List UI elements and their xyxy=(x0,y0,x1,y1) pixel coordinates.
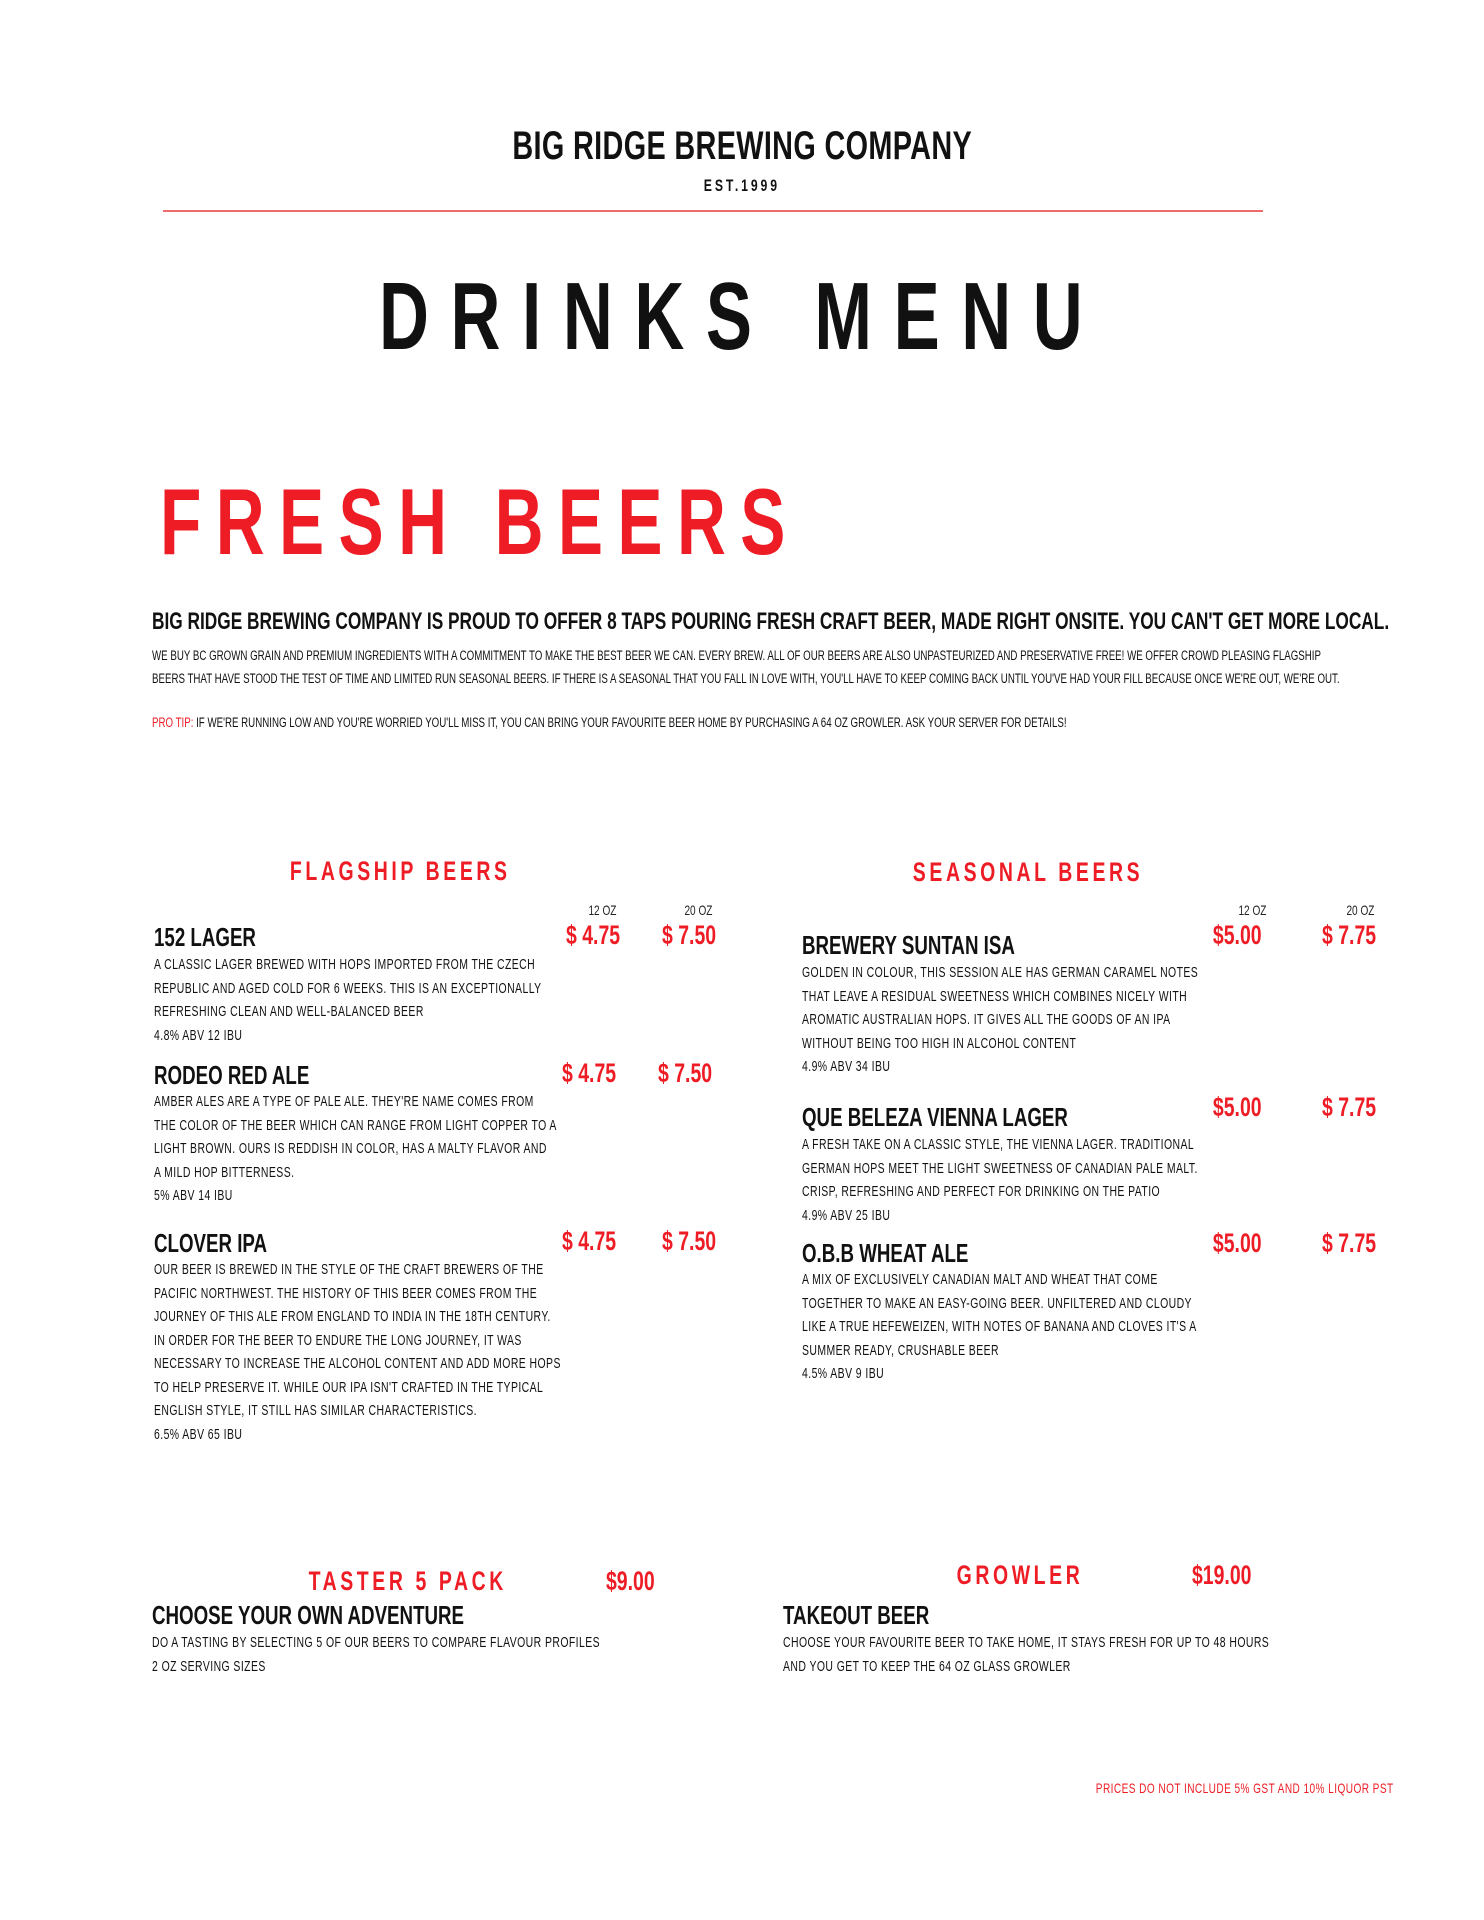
seasonal-size-20: 20 OZ xyxy=(1345,902,1375,918)
price-20oz: $ 7.75 xyxy=(1321,1092,1376,1122)
growler-price: $19.00 xyxy=(1192,1560,1252,1590)
page-title: DRINKS MENU xyxy=(379,263,1105,370)
intro-heading: BIG RIDGE BREWING COMPANY IS PROUD TO OFFER 8 TAPS POURING FRESH CRAFT BEER, MADE RIGHT ONSITE. YOU CAN'T GET MORE LOCAL. xyxy=(152,608,1390,635)
price-12oz: $5.00 xyxy=(1213,1228,1262,1258)
beer-name: QUE BELEZA VIENNA LAGER xyxy=(802,1102,1068,1132)
flagship-title: FLAGSHIP BEERS xyxy=(289,856,511,886)
beer-description: GOLDEN IN COLOUR, THIS SESSION ALE HAS GERMAN CARAMEL NOTES THAT LEAVE A RESIDUAL SWEETNESS WHICH COMBINES NICELY WITH AROMATIC AUSTRALIAN HOPS. IT GIVES ALL THE GOODS OF AN IPA WITHOUT BEING TOO HIGH IN ALCOHOL CONTENT 4.9% ABV 34 IBU xyxy=(802,965,1199,1075)
beer-description: A FRESH TAKE ON A CLASSIC STYLE, THE VIENNA LAGER. TRADITIONAL GERMAN HOPS MEET THE LIGHT SWEETNESS OF CANADIAN PALE MALT. CRISP, REFRESHING AND PERFECT FOR DRINKING ON THE PATIO 4.9% ABV 25 IBU xyxy=(802,1137,1198,1224)
taster-description: DO A TASTING BY SELECTING 5 OF OUR BEERS TO COMPARE FLAVOUR PROFILES 2 OZ SERVING SIZES xyxy=(152,1635,601,1675)
brand-name: BIG RIDGE BREWING COMPANY xyxy=(512,124,972,168)
beer-name: 152 LAGER xyxy=(154,922,256,952)
header-divider xyxy=(163,210,1263,212)
seasonal-size-12: 12 OZ xyxy=(1237,902,1267,918)
price-12oz: $5.00 xyxy=(1213,920,1262,950)
price-20oz: $ 7.75 xyxy=(1321,1228,1376,1258)
price-20oz: $ 7.50 xyxy=(661,920,716,950)
flagship-size-20: 20 OZ xyxy=(683,902,713,918)
price-12oz: $ 4.75 xyxy=(565,920,620,950)
section-title-fresh-beers: FRESH BEERS xyxy=(160,469,800,574)
pro-tip-text: IF WE'RE RUNNING LOW AND YOU'RE WORRIED YOU'LL MISS IT, YOU CAN BRING YOUR FAVOURITE BEER HOME BY PURCHASING A 64 OZ GROWLER. ASK YOUR SERVER FOR DETAILS! xyxy=(193,715,1067,730)
price-20oz: $ 7.50 xyxy=(657,1058,712,1088)
growler-description: CHOOSE YOUR FAVOURITE BEER TO TAKE HOME, IT STAYS FRESH FOR UP TO 48 HOURS AND YOU GET TO KEEP THE 64 OZ GLASS GROWLER xyxy=(783,1635,1270,1675)
tax-note: PRICES DO NOT INCLUDE 5% GST AND 10% LIQUOR PST xyxy=(1096,1780,1394,1796)
brand-established: EST.1999 xyxy=(703,176,781,195)
intro-line: BEERS THAT HAVE STOOD THE TEST OF TIME AND LIMITED RUN SEASONAL BEERS. IF THERE IS A SEASONAL THAT YOU FALL IN LOVE WITH, YOU'LL HAVE TO KEEP COMING BACK UNTIL YOU'VE HAD YOUR FILL BECAUSE ONCE WE'RE OUT, WE'RE OUT. xyxy=(152,671,1340,686)
seasonal-title: SEASONAL BEERS xyxy=(912,857,1144,887)
price-20oz: $ 7.75 xyxy=(1321,920,1376,950)
price-20oz: $ 7.50 xyxy=(661,1226,716,1256)
beer-name: CLOVER IPA xyxy=(154,1228,268,1258)
beer-name: BREWERY SUNTAN ISA xyxy=(802,930,1015,960)
beer-description: OUR BEER IS BREWED IN THE STYLE OF THE CRAFT BREWERS OF THE PACIFIC NORTHWEST. THE HISTORY OF THIS BEER COMES FROM THE JOURNEY OF THIS ALE FROM ENGLAND TO INDIA IN THE 18TH CENTURY. IN ORDER FOR THE BEER TO ENDURE THE LONG JOURNEY, IT WAS NECESSARY TO INCREASE THE ALCOHOL CONTENT AND ADD MORE HOPS TO HELP PRESERVE IT. WHILE OUR IPA ISN'T CRAFTED IN THE TYPICAL ENGLISH STYLE, IT STILL HAS SIMILAR CHARACTERISTICS. 6.5% ABV 65 IBU xyxy=(154,1262,561,1443)
price-12oz: $ 4.75 xyxy=(561,1226,616,1256)
beer-description: AMBER ALES ARE A TYPE OF PALE ALE. THEY'RE NAME COMES FROM THE COLOR OF THE BEER WHICH CAN RANGE FROM LIGHT COPPER TO A LIGHT BROWN. OURS IS REDDISH IN COLOR, HAS A MALTY FLAVOR AND A MILD HOP BITTERNESS. 5% ABV 14 IBU xyxy=(154,1094,557,1204)
taster-price: $9.00 xyxy=(606,1566,655,1596)
taster-name: CHOOSE YOUR OWN ADVENTURE xyxy=(152,1600,465,1630)
pro-tip-label: PRO TIP: xyxy=(152,715,194,730)
beer-description: A MIX OF EXCLUSIVELY CANADIAN MALT AND WHEAT THAT COME TOGETHER TO MAKE AN EASY-GOING BEER. UNFILTERED AND CLOUDY LIKE A TRUE HEFEWEIZEN, WITH NOTES OF BANANA AND CLOVES IT'S A SUMMER READY, CRUSHABLE BEER 4.5% ABV 9 IBU xyxy=(802,1272,1197,1382)
beer-description: A CLASSIC LAGER BREWED WITH HOPS IMPORTED FROM THE CZECH REPUBLIC AND AGED COLD FOR 6 WEEKS. THIS IS AN EXCEPTIONALLY REFRESHING CLEAN AND WELL-BALANCED BEER 4.8% ABV 12 IBU xyxy=(154,957,542,1044)
flagship-size-12: 12 OZ xyxy=(587,902,617,918)
taster-title: TASTER 5 PACK xyxy=(308,1566,508,1596)
price-12oz: $5.00 xyxy=(1213,1092,1262,1122)
beer-name: O.B.B WHEAT ALE xyxy=(802,1238,969,1268)
intro-line: WE BUY BC GROWN GRAIN AND PREMIUM INGREDIENTS WITH A COMMITMENT TO MAKE THE BEST BEER WE CAN. EVERY BREW. ALL OF OUR BEERS ARE ALSO UNPASTEURIZED AND PRESERVATIVE FREE! WE OFFER CROWD PLEASING FLAGSHIP xyxy=(152,648,1321,663)
growler-title: GROWLER xyxy=(956,1560,1084,1590)
growler-name: TAKEOUT BEER xyxy=(783,1600,930,1630)
beer-name: RODEO RED ALE xyxy=(154,1060,310,1090)
pro-tip xyxy=(152,715,1422,730)
price-12oz: $ 4.75 xyxy=(561,1058,616,1088)
